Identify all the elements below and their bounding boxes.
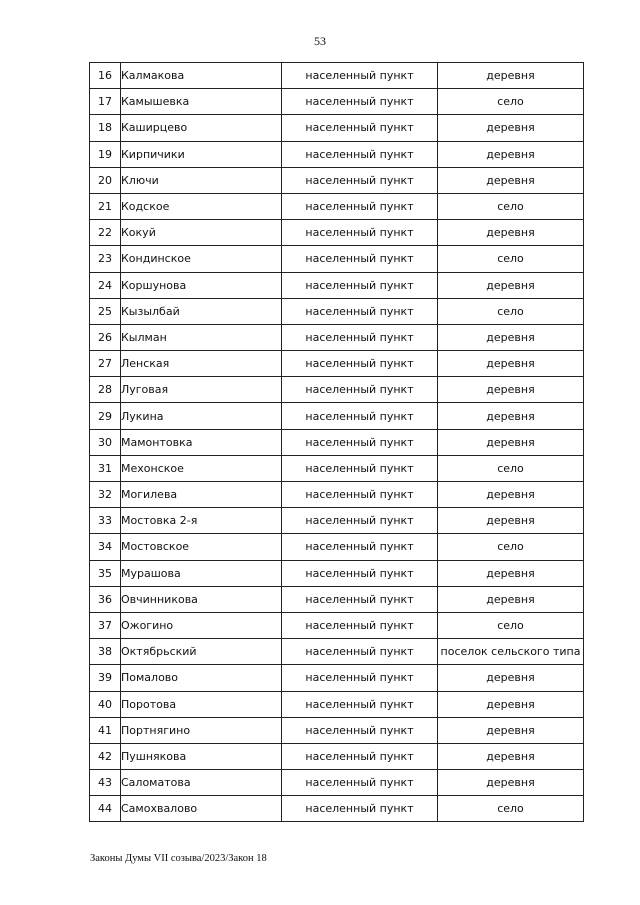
table-row: [90, 351, 584, 377]
settlement-type: деревня: [438, 351, 584, 377]
settlement-name: Кирпичики: [121, 141, 282, 167]
table-row: [90, 63, 584, 89]
settlement-name: Каширцево: [121, 115, 282, 141]
table-row: [90, 796, 584, 822]
table-row: [90, 743, 584, 769]
settlement-type: деревня: [438, 403, 584, 429]
settlement-kind: населенный пункт: [282, 298, 438, 324]
table-row: [90, 482, 584, 508]
page-number: 53: [314, 34, 326, 48]
settlement-type: деревня: [438, 508, 584, 534]
settlement-kind: населенный пункт: [282, 377, 438, 403]
settlement-type: село: [438, 193, 584, 219]
settlement-type: село: [438, 89, 584, 115]
settlement-type: деревня: [438, 482, 584, 508]
settlement-kind: населенный пункт: [282, 324, 438, 350]
settlement-kind: населенный пункт: [282, 743, 438, 769]
row-number: 37: [90, 612, 121, 638]
settlement-type: село: [438, 796, 584, 822]
row-number: 25: [90, 298, 121, 324]
row-number: 30: [90, 429, 121, 455]
row-number: 23: [90, 246, 121, 272]
table-row: [90, 377, 584, 403]
settlement-name: Луговая: [121, 377, 282, 403]
table-row: [90, 586, 584, 612]
row-number: 44: [90, 796, 121, 822]
settlement-name: Мехонское: [121, 455, 282, 481]
row-number: 26: [90, 324, 121, 350]
settlement-kind: населенный пункт: [282, 89, 438, 115]
settlement-name: Пушнякова: [121, 743, 282, 769]
table-row: [90, 639, 584, 665]
settlement-kind: населенный пункт: [282, 717, 438, 743]
table-row: [90, 455, 584, 481]
settlement-kind: населенный пункт: [282, 770, 438, 796]
settlement-type: деревня: [438, 220, 584, 246]
row-number: 29: [90, 403, 121, 429]
settlement-name: Кылман: [121, 324, 282, 350]
settlement-type: село: [438, 246, 584, 272]
settlement-type: деревня: [438, 429, 584, 455]
settlement-kind: населенный пункт: [282, 796, 438, 822]
settlement-type: деревня: [438, 141, 584, 167]
settlement-kind: населенный пункт: [282, 560, 438, 586]
settlement-name: Коршунова: [121, 272, 282, 298]
row-number: 32: [90, 482, 121, 508]
table-row: [90, 429, 584, 455]
table-row: [90, 534, 584, 560]
table-row: [90, 89, 584, 115]
settlement-kind: населенный пункт: [282, 639, 438, 665]
settlement-kind: населенный пункт: [282, 403, 438, 429]
settlement-type: деревня: [438, 717, 584, 743]
settlement-name: Могилева: [121, 482, 282, 508]
settlement-name: Камышевка: [121, 89, 282, 115]
settlement-kind: населенный пункт: [282, 351, 438, 377]
table-row: [90, 324, 584, 350]
row-number: 34: [90, 534, 121, 560]
settlement-kind: населенный пункт: [282, 455, 438, 481]
settlement-kind: населенный пункт: [282, 141, 438, 167]
settlement-kind: населенный пункт: [282, 586, 438, 612]
settlement-name: Ожогино: [121, 612, 282, 638]
table-row: [90, 115, 584, 141]
settlement-name: Самохвалово: [121, 796, 282, 822]
settlement-name: Мостовское: [121, 534, 282, 560]
settlement-kind: населенный пункт: [282, 167, 438, 193]
settlement-kind: населенный пункт: [282, 508, 438, 534]
row-number: 31: [90, 455, 121, 481]
table-row: [90, 220, 584, 246]
settlement-kind: населенный пункт: [282, 534, 438, 560]
table-row: [90, 770, 584, 796]
row-number: 16: [90, 63, 121, 89]
settlement-type: село: [438, 534, 584, 560]
table-row: [90, 665, 584, 691]
settlement-kind: населенный пункт: [282, 429, 438, 455]
settlement-name: Лукина: [121, 403, 282, 429]
settlement-type: деревня: [438, 115, 584, 141]
settlement-type: село: [438, 455, 584, 481]
settlement-type: деревня: [438, 167, 584, 193]
settlement-name: Ключи: [121, 167, 282, 193]
row-number: 42: [90, 743, 121, 769]
table-row: [90, 508, 584, 534]
settlement-kind: населенный пункт: [282, 115, 438, 141]
row-number: 19: [90, 141, 121, 167]
row-number: 40: [90, 691, 121, 717]
settlement-kind: населенный пункт: [282, 63, 438, 89]
table-row: [90, 612, 584, 638]
settlement-name: Поротова: [121, 691, 282, 717]
settlement-name: Мурашова: [121, 560, 282, 586]
settlement-type: деревня: [438, 586, 584, 612]
table-row: [90, 403, 584, 429]
table-row: [90, 717, 584, 743]
settlement-type: деревня: [438, 377, 584, 403]
settlement-name: Калмакова: [121, 63, 282, 89]
settlement-type: деревня: [438, 272, 584, 298]
row-number: 43: [90, 770, 121, 796]
settlements-table: [89, 62, 584, 822]
row-number: 38: [90, 639, 121, 665]
settlement-type: деревня: [438, 691, 584, 717]
settlement-name: Овчинникова: [121, 586, 282, 612]
row-number: 20: [90, 167, 121, 193]
settlement-kind: населенный пункт: [282, 482, 438, 508]
settlement-name: Ленская: [121, 351, 282, 377]
settlement-kind: населенный пункт: [282, 220, 438, 246]
settlement-name: Кокуй: [121, 220, 282, 246]
row-number: 35: [90, 560, 121, 586]
settlement-name: Октябрьский: [121, 639, 282, 665]
settlement-kind: населенный пункт: [282, 665, 438, 691]
settlements-table-body: [90, 63, 584, 822]
row-number: 27: [90, 351, 121, 377]
settlement-type: деревня: [438, 63, 584, 89]
settlement-name: Кондинское: [121, 246, 282, 272]
settlement-type: деревня: [438, 770, 584, 796]
table-row: [90, 298, 584, 324]
row-number: 36: [90, 586, 121, 612]
table-row: [90, 193, 584, 219]
table-row: [90, 691, 584, 717]
settlement-name: Кызылбай: [121, 298, 282, 324]
row-number: 21: [90, 193, 121, 219]
row-number: 17: [90, 89, 121, 115]
row-number: 41: [90, 717, 121, 743]
settlement-type: деревня: [438, 743, 584, 769]
table-row: [90, 141, 584, 167]
settlement-kind: населенный пункт: [282, 612, 438, 638]
settlement-type: поселок сельского типа: [438, 639, 584, 665]
settlement-kind: населенный пункт: [282, 272, 438, 298]
settlement-kind: населенный пункт: [282, 691, 438, 717]
settlement-type: село: [438, 612, 584, 638]
settlement-type: деревня: [438, 324, 584, 350]
table-row: [90, 272, 584, 298]
settlement-name: Помалово: [121, 665, 282, 691]
settlement-name: Мамонтовка: [121, 429, 282, 455]
settlement-type: деревня: [438, 560, 584, 586]
settlement-name: Мостовка 2-я: [121, 508, 282, 534]
table-row: [90, 560, 584, 586]
row-number: 22: [90, 220, 121, 246]
settlement-kind: населенный пункт: [282, 193, 438, 219]
row-number: 28: [90, 377, 121, 403]
settlement-name: Саломатова: [121, 770, 282, 796]
settlement-type: село: [438, 298, 584, 324]
row-number: 39: [90, 665, 121, 691]
document-footer: Законы Думы VII созыва/2023/Закон 18: [90, 853, 267, 864]
settlement-kind: населенный пункт: [282, 246, 438, 272]
settlement-type: деревня: [438, 665, 584, 691]
row-number: 18: [90, 115, 121, 141]
row-number: 24: [90, 272, 121, 298]
settlement-name: Портнягино: [121, 717, 282, 743]
settlement-name: Кодское: [121, 193, 282, 219]
table-row: [90, 167, 584, 193]
table-row: [90, 246, 584, 272]
row-number: 33: [90, 508, 121, 534]
